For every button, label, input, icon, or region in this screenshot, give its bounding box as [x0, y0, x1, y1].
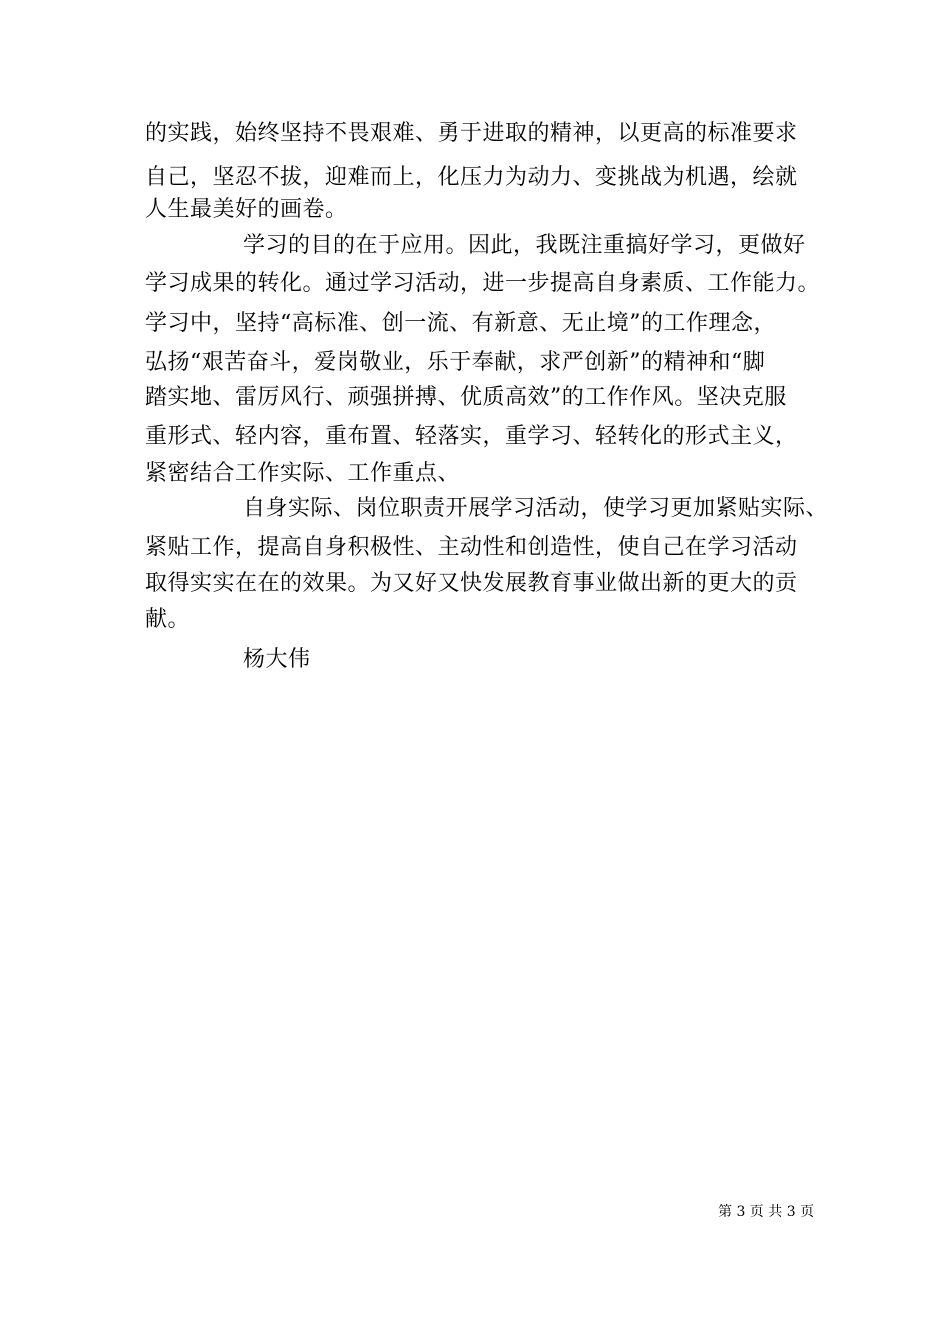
body-line: 踏实地、雷厉风行、顽强拼搏、优质高效”的工作作风。坚决克服 [145, 385, 787, 410]
body-line: 学习中，坚持“高标准、创一流、有新意、无止境”的工作理念， [145, 311, 776, 336]
paragraph-start-line: 学习的目的在于应用。因此，我既注重搞好学习，更做好 [243, 233, 806, 258]
body-line: 自己，坚忍不拔，迎难而上，化压力为动力、变挑战为机遇，绘就 [145, 165, 798, 190]
page-number-footer: 第 3 页 共 3 页 [718, 1204, 815, 1220]
body-line: 取得实实在在的效果。为又好又快发展教育事业做出新的更大的贡 [145, 571, 798, 596]
paragraph-start-line: 自身实际、岗位职责开展学习活动，使学习更加紧贴实际、 [243, 496, 829, 521]
body-line: 的实践，始终坚持不畏艰难、勇于进取的精神，以更高的标准要求 [145, 121, 798, 146]
body-line: 学习成果的转化。通过学习活动，进一步提高自身素质、工作能力。 [145, 271, 821, 296]
body-line: 紧贴工作，提高自身积极性、主动性和创造性，使自己在学习活动 [145, 535, 798, 560]
body-line: 献。 [145, 607, 191, 632]
signature-name: 杨大伟 [243, 647, 311, 672]
body-line: 重形式、轻内容，重布置、轻落实，重学习、轻转化的形式主义， [145, 424, 798, 449]
body-line: 弘扬“艰苦奋斗，爱岗敬业，乐于奉献，求严创新”的精神和“脚 [145, 350, 766, 375]
body-line: 人生最美好的画卷。 [145, 197, 348, 222]
body-line: 紧密结合工作实际、工作重点、 [145, 461, 461, 486]
